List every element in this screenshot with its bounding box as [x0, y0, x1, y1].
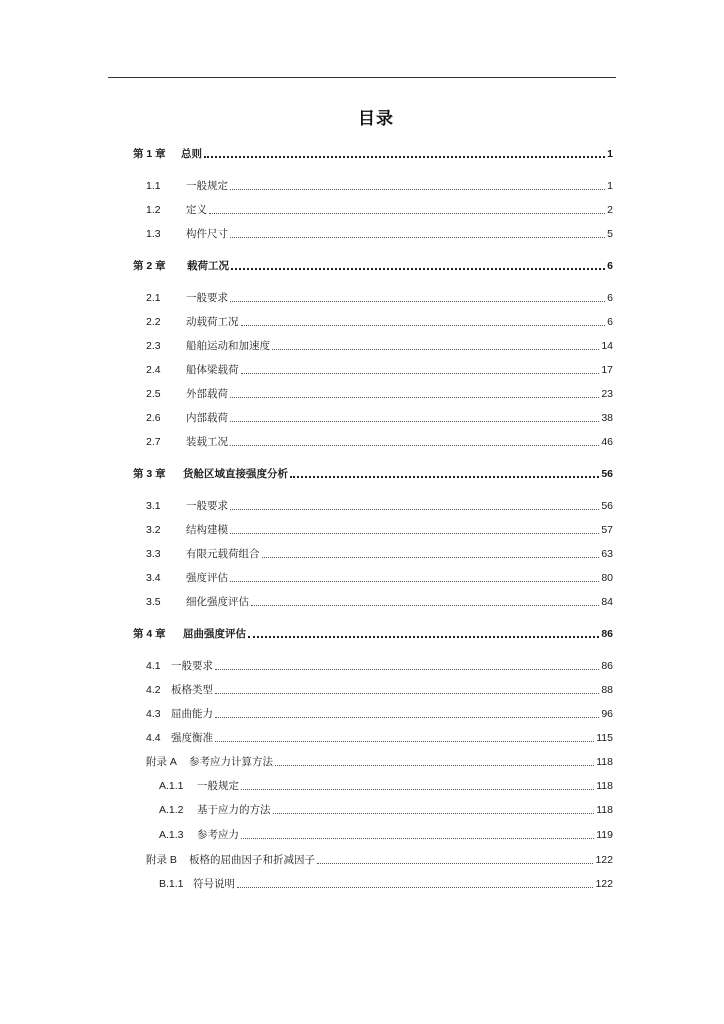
toc-chapter-entry[interactable]	[133, 145, 613, 161]
dot-leader	[272, 348, 599, 350]
toc-section-entry[interactable]	[146, 521, 613, 537]
toc-section-entry[interactable]	[146, 337, 613, 353]
toc-entry-title: 一般要求	[186, 500, 228, 512]
dot-leader	[290, 475, 599, 478]
toc-entry-number: 2.5	[146, 388, 161, 400]
toc-chapter-entry[interactable]	[133, 257, 613, 273]
toc-section-entry[interactable]	[146, 681, 613, 697]
toc-entry-page: 56	[601, 468, 613, 480]
toc-section-entry[interactable]	[146, 497, 613, 513]
toc-entry-page: 17	[601, 364, 613, 376]
toc-entry-title: 内部载荷	[186, 412, 228, 424]
toc-section-entry[interactable]	[146, 433, 613, 449]
toc-entry-number: A.1.1	[159, 780, 184, 792]
toc-chapter-entry[interactable]	[133, 465, 613, 481]
toc-entry-page: 119	[596, 829, 613, 841]
dot-leader	[230, 420, 599, 422]
toc-entry-number: 4.3	[146, 708, 161, 720]
toc-entry-page: 2	[607, 204, 613, 216]
toc-appendix-entry[interactable]	[146, 753, 613, 769]
toc-section-entry[interactable]	[146, 657, 613, 673]
toc-entry-page: 14	[601, 340, 613, 352]
toc-entry-number: 第 2 章	[133, 260, 166, 272]
toc-entry-number: 3.5	[146, 596, 161, 608]
toc-entry-number: 4.1	[146, 660, 161, 672]
toc-section-entry[interactable]	[146, 545, 613, 561]
dot-leader	[241, 788, 594, 790]
toc-entry-number: 1.2	[146, 204, 161, 216]
toc-entry-page: 86	[601, 628, 613, 640]
toc-section-entry[interactable]	[146, 225, 613, 241]
toc-entry-number: 3.1	[146, 500, 161, 512]
toc-entry-title: 有限元载荷组合	[186, 548, 260, 560]
toc-entry-number: 2.7	[146, 436, 161, 448]
toc-entry-page: 118	[596, 780, 613, 792]
toc-entry-number: 3.4	[146, 572, 161, 584]
toc-entry-page: 88	[601, 684, 613, 696]
toc-entry-title: 参考应力计算方法	[189, 756, 273, 768]
toc-section-entry[interactable]	[146, 409, 613, 425]
toc-entry-title: 屈曲能力	[171, 708, 213, 720]
toc-section-entry[interactable]	[146, 201, 613, 217]
toc-entry-number: 第 4 章	[133, 628, 166, 640]
toc-entry-title: 一般要求	[186, 292, 228, 304]
toc-entry-number: 1.3	[146, 228, 161, 240]
dot-leader	[215, 668, 599, 670]
dot-leader	[241, 372, 600, 374]
toc-entry-page: 38	[601, 412, 613, 424]
toc-section-entry[interactable]	[146, 313, 613, 329]
toc-entry-number: 第 3 章	[133, 468, 166, 480]
toc-entry-title: 符号说明	[193, 878, 235, 890]
dot-leader	[230, 532, 599, 534]
toc-entry-page: 86	[601, 660, 613, 672]
dot-leader	[215, 692, 599, 694]
dot-leader	[237, 886, 593, 888]
toc-entry-number: 附录 B	[146, 854, 177, 866]
dot-leader	[248, 635, 599, 638]
dot-leader	[251, 604, 599, 606]
toc-entry-title: 船体梁载荷	[186, 364, 239, 376]
toc-section-entry[interactable]	[146, 361, 613, 377]
toc-entry-title: 船舶运动和加速度	[186, 340, 270, 352]
dot-leader	[230, 236, 605, 238]
toc-entry-title: 参考应力	[197, 829, 239, 841]
dot-leader	[262, 556, 600, 558]
toc-entry-page: 118	[596, 804, 613, 816]
toc-entry-number: 附录 A	[146, 756, 177, 768]
dot-leader	[231, 267, 605, 270]
toc-chapter-entry[interactable]	[133, 625, 613, 641]
toc-entry-title: 一般要求	[171, 660, 213, 672]
toc-entry-title: 板格的屈曲因子和折减因子	[189, 854, 315, 866]
toc-entry-number: 3.2	[146, 524, 161, 536]
toc-entry-title: 定义	[186, 204, 207, 216]
toc-entry-number: A.1.2	[159, 804, 184, 816]
toc-section-entry[interactable]	[146, 289, 613, 305]
toc-appendix-subentry[interactable]	[159, 826, 613, 842]
toc-entry-title: 板格类型	[171, 684, 213, 696]
toc-entry-page: 6	[607, 292, 613, 304]
toc-entry-page: 84	[601, 596, 613, 608]
toc-section-entry[interactable]	[146, 705, 613, 721]
toc-entry-title: 细化强度评估	[186, 596, 249, 608]
toc-entry-title: 一般规定	[186, 180, 228, 192]
toc-entry-title: 货舱区域直接强度分析	[183, 468, 288, 480]
toc-entry-page: 122	[595, 878, 613, 890]
toc-entry-title: 载荷工况	[187, 260, 229, 272]
toc-entry-number: 1.1	[146, 180, 161, 192]
toc-entry-page: 80	[601, 572, 613, 584]
dot-leader	[230, 444, 599, 446]
toc-entry-page: 1	[607, 180, 613, 192]
toc-entry-page: 115	[596, 732, 613, 744]
toc-entry-number: 3.3	[146, 548, 161, 560]
dot-leader	[215, 716, 599, 718]
toc-title: 目录	[358, 109, 394, 129]
dot-leader	[209, 212, 605, 214]
toc-entry-page: 57	[601, 524, 613, 536]
toc-entry-number: 2.1	[146, 292, 161, 304]
toc-entry-title: 动载荷工况	[186, 316, 239, 328]
toc-section-entry[interactable]	[146, 569, 613, 585]
toc-entry-title: 一般规定	[197, 780, 239, 792]
toc-entry-number: B.1.1	[159, 878, 184, 890]
toc-entry-title: 装载工况	[186, 436, 228, 448]
toc-entry-page: 46	[601, 436, 613, 448]
toc-appendix-subentry[interactable]	[159, 875, 613, 891]
toc-entry-title: 屈曲强度评估	[183, 628, 246, 640]
toc-entry-page: 118	[596, 756, 613, 768]
dot-leader	[241, 837, 594, 839]
toc-entry-title: 构件尺寸	[186, 228, 228, 240]
toc-entry-number: 4.2	[146, 684, 161, 696]
toc-entry-title: 总则	[181, 148, 202, 160]
dot-leader	[230, 580, 599, 582]
toc-entry-number: 2.4	[146, 364, 161, 376]
toc-entry-title: 基于应力的方法	[197, 804, 271, 816]
dot-leader	[275, 764, 594, 766]
toc-entry-number: A.1.3	[159, 829, 184, 841]
toc-entry-title: 强度衡准	[171, 732, 213, 744]
dot-leader	[241, 324, 606, 326]
dot-leader	[215, 740, 594, 742]
toc-entry-title: 强度评估	[186, 572, 228, 584]
toc-entry-page: 63	[601, 548, 613, 560]
toc-entry-page: 1	[607, 148, 613, 160]
toc-section-entry[interactable]	[146, 385, 613, 401]
toc-entry-title: 结构建模	[186, 524, 228, 536]
toc-entry-page: 23	[601, 388, 613, 400]
dot-leader	[273, 812, 595, 814]
toc-entry-number: 4.4	[146, 732, 161, 744]
toc-section-entry[interactable]	[146, 593, 613, 609]
toc-entry-page: 5	[607, 228, 613, 240]
toc-entry-number: 2.2	[146, 316, 161, 328]
dot-leader	[230, 188, 605, 190]
toc-entry-page: 6	[607, 260, 613, 272]
dot-leader	[230, 508, 599, 510]
dot-leader	[230, 300, 605, 302]
toc-entry-number: 2.6	[146, 412, 161, 424]
toc-entry-title: 外部载荷	[186, 388, 228, 400]
toc-section-entry[interactable]	[146, 729, 613, 745]
dot-leader	[317, 862, 593, 864]
toc-appendix-subentry[interactable]	[159, 777, 613, 793]
toc-entry-page: 96	[601, 708, 613, 720]
toc-entry-number: 第 1 章	[133, 148, 166, 160]
toc-entry-page: 6	[607, 316, 613, 328]
dot-leader	[230, 396, 599, 398]
toc-appendix-subentry[interactable]	[159, 801, 613, 817]
toc-entry-page: 122	[595, 854, 613, 866]
toc-entry-number: 2.3	[146, 340, 161, 352]
toc-section-entry[interactable]	[146, 177, 613, 193]
toc-appendix-entry[interactable]	[146, 851, 613, 867]
toc-entry-page: 56	[601, 500, 613, 512]
dot-leader	[204, 155, 605, 158]
